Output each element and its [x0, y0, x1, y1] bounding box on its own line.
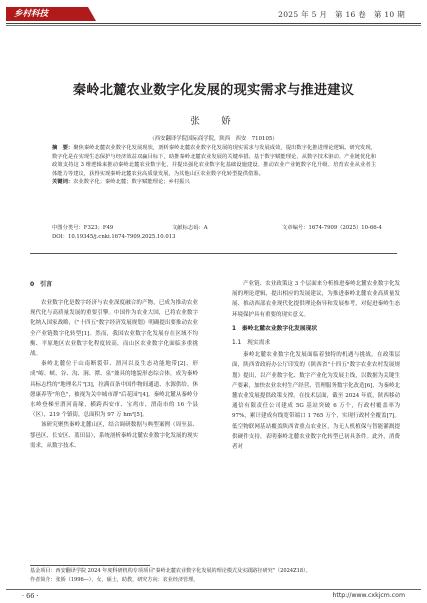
abstract-label: 摘 要： — [52, 145, 74, 151]
left-column — [30, 298, 198, 451]
doc-code: 文献标志码：A — [172, 225, 208, 231]
article-meta — [52, 224, 392, 241]
paragraph: 农业数字化是数字经济与农业深度融合的产物，已成为推动农业现代化与高质量发展的重要引擎。中国作为农业大国，已将农业数字化纳入国家战略，《"十四五"数字经济发展规划》明确提出要推动农业全产业链数字化转型[1]。然而，我国农业数字化发展存在区域不均衡、平原地区农业数字化程度较高，而山区农业数字化面临多重挑战。 — [30, 300, 198, 358]
author-name: 张 娇 — [190, 116, 237, 127]
abstract — [52, 144, 376, 187]
section-heading-1: 1 秦岭北麓农业数字化发展现状 — [232, 325, 318, 332]
footnotes — [30, 567, 397, 584]
right-column — [232, 279, 400, 452]
journal-logo: 乡村科技 — [6, 7, 88, 21]
affiliation: （西安翻译学院国际商学院，陕西 西安 710105） — [149, 136, 278, 142]
paragraph: 秦岭北麓位于山南断裂带、渭河以及生态功能地带[2]，形成"峪、峡、谷、沟、涧、潭、泉"兼具的地貌形态综合体，成为秦岭具标志性的"地理名片"[3]，拉满首条中国作物间通道、水源供给、休憩康养等"角色"，被视为关中城市群"后花园"[4]。秦岭北麓从秦岭分水岭登梯至渭河南缘，横跨西安市、宝鸡市、渭南市的 16 个县（区），219 个镇街，总面积为 97 万 hm²[5]。 — [30, 361, 198, 419]
journal-url[interactable]: http://www.cxkjcm.com — [332, 592, 405, 599]
header-rule — [6, 23, 421, 24]
paragraph: 产业链、农业政策这 3 个层面来分析推进秦岭北麓农业数字化发展的理论逻辑，提出相应的发展建议，为推进秦岭北麓农业高质量发展、推动西部农业现代化提供理论指导和发展参考，对促进秦岭生态环境保护具有重要的现实意义。 — [232, 281, 400, 318]
abstract-text: 聚焦秦岭北麓农业数字化发展现状，剖析秦岭北麓农业数字化发展的现实需求与发展成效，提出数字化推进理论逻辑。研究发现，数字化是在实现生态保护与经济效益双赢目标下，助推秦岭北麓农业发展的关键举措。基于数字赋能理论，从数字技术驱动、产业链优化和政策支持这 3 维逻辑来推动秦岭北麓农业数字化，并提出强化农业数字化基础设施建设、推动农业产业链数字化升级、培育农业从业者主体能力等建议，获得实现秦岭北麓农业高质量发展，为其他山区农业数字化转型提供借鉴。 — [52, 145, 376, 177]
doi: DOI：10.19345/j.cnki.1674-7909.2025.10.013 — [52, 233, 176, 240]
author-bio: 作者简介：张娇（1996—），女，硕士，助教，研究方向：农业经济管理。 — [30, 576, 199, 583]
footnote-rule — [30, 565, 150, 566]
keywords-label: 关键词： — [52, 179, 74, 186]
keywords-text: 农业数字化；秦岭北麓；数字赋能理论；乡村振兴 — [73, 179, 190, 186]
subsection-heading-1-1: 1.1 现实需求 — [232, 340, 271, 347]
article-title: 秦岭北麓农业数字化发展的现实需求与推进建议 — [72, 83, 355, 98]
footer-rule — [6, 589, 421, 590]
section-heading-intro: 0 引言 — [30, 281, 53, 288]
article-number: 文章编号：1674-7909（2025）10-66-4 — [282, 225, 382, 231]
paragraph: 该研究聚焦秦岭北麓山区，结合调研数据与典型案例（周至县、鄠邑区、长安区、蓝田县），系统剖析秦岭北麓农业数字化发展的现实需求，从数字技术、 — [30, 422, 198, 449]
meta-separator — [30, 253, 397, 254]
issue-info: 2025 年 5 月 第 16 卷 第 10 期 — [278, 10, 405, 19]
clc-number: 中图分类号：F323；F49 — [52, 225, 114, 231]
fund-note: 基金项目：西安翻译学院 2024 年度科研机构专项项目"秦岭北麓农业数字化发展的理论模式及实践路径研究"（2024Z18）。 — [30, 568, 311, 574]
page-number: · 66 · — [22, 592, 39, 600]
paragraph: 秦岭北麓农业数字化发展面临着独特的机遇与挑战。在政策层面，陕西省政府办公厅印发的《陕西省"十四五"数字农业农村发展规划》提出，以产业数字化、数字产业化为发展主线，以数据为关键生产要素，加快农业农村生产经营、管理服务数字化改造[6]，为秦岭北麓农业发展提供政策支撑。在技术层面，截至 2024 年底，陕西移动通信有限责任公司建成 5G 基站突破 6 万个，行政村覆盖率为 97%，累计建成有线宽带端口 1 765 万个，实现行政村全覆盖[7]。低空物联网基站覆盖陕西省重点农业区，为无人机植保与智能灌溉提供硬件支持，表明秦岭北麓农业数字化转型已初具条件。此外，消费者对 — [232, 352, 400, 451]
header-rule-thin — [6, 25, 421, 26]
